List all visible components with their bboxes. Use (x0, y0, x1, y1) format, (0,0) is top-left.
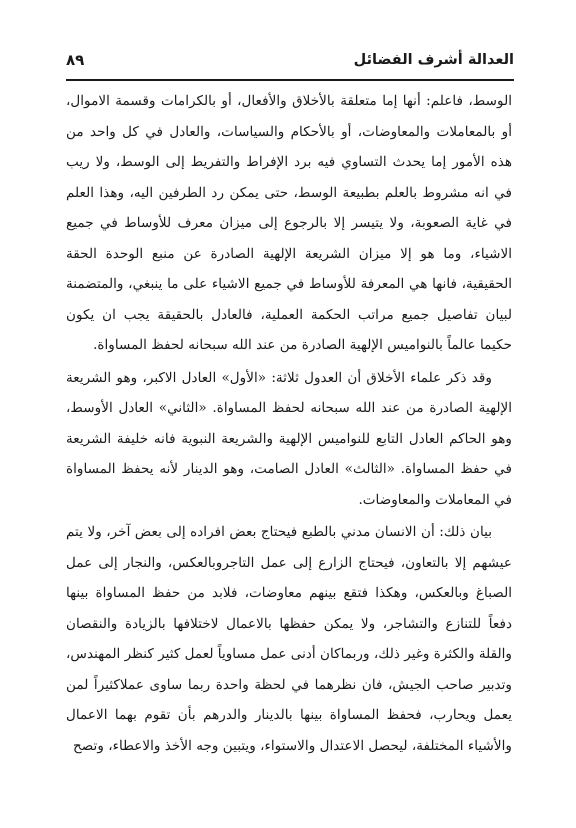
body-text (66, 86, 512, 761)
running-header (66, 48, 514, 74)
page-number: ٨٩ (66, 51, 85, 69)
chapter-title: العدالة أشرف الفضائل (353, 52, 514, 68)
paragraph: بيان ذلك: أن الانسان مدني بالطبع فيحتاج بعض افراده إلى بعض آخر، ولا يتم عيشهم إلا بالتعاون، فيحتاج الزارع إلى عمل التاجروبالعكس، والنجار إلى عمل الصباغ وبالعكس، وهكذا فتقع بينهم معاوضات، فلابد من حفظ المساواة بينها دفعاً للتنازع والتشاجر، ولا يمكن حفظها بالاعمال لاختلافها بالزيادة والنقصان والقلة والكثرة وغير ذلك، وربماكان أدنى عمل مساوياً لعمل كثير كنظر المهندس، وتدبير صاحب الجيش، فان نظرهما في لحظة واحدة ربما ساوى عملاكثيراً لمن يعمل ويحارب، فحفظ المساواة بينها بالدينار والدرهم بأن تقوم بهما الاعمال والأشياء المختلفة، ليحصل الاعتدال والاستواء، ويتبين وجه الأخذ والاعطاء، وتصح (66, 524, 512, 754)
paragraph: الوسط، فاعلم: أنها إما متعلقة بالأخلاق والأفعال، أو بالكرامات وقسمة الاموال، أو بالمعاملات والمعاوضات، أو بالأحكام والسياسات، والعادل في كل واحد من هذه الأمور إما يحدث التساوي فيه برد الإفراط والتفريط إلى الوسط، ولا ريب في انه مشروط بالعلم بطبيعة الوسط، حتى يمكن رد الطرفين اليه، وهذا العلم في غاية الصعوبة، ولا يتيسر إلا بالرجوع إلى ميزان معرف للأوساط في جميع الاشياء، وما هو إلا ميزان الشريعة الإلهية الصادرة عن منبع الوحدة الحقة الحقيقية، فانها هي المعرفة للأوساط في جميع الاشياء على ما ينبغي، والمتضمنة لبيان تفاصيل جميع مراتب الحكمة العملية، فالعادل بالحقيقة يجب ان يكون حكيما عالماً بالنواميس الإلهية الصادرة من عند الله سبحانه لحفظ المساواة. (66, 93, 512, 353)
header-divider (66, 79, 514, 81)
paragraph: وقد ذكر علماء الأخلاق أن العدول ثلاثة: «الأول» العادل الاكبر، وهو الشريعة الإلهية الصادرة من عند الله سبحانه لحفظ المساواة. «الثاني» العادل الأوسط، وهو الحاكم العادل التابع للنواميس الإلهية والشريعة النبوية فانه خليفة الشريعة في حفظ المساواة. «الثالث» العادل الصامت، وهو الدينار لأنه يحفظ المساواة في المعاملات والمعاوضات. (66, 369, 512, 508)
